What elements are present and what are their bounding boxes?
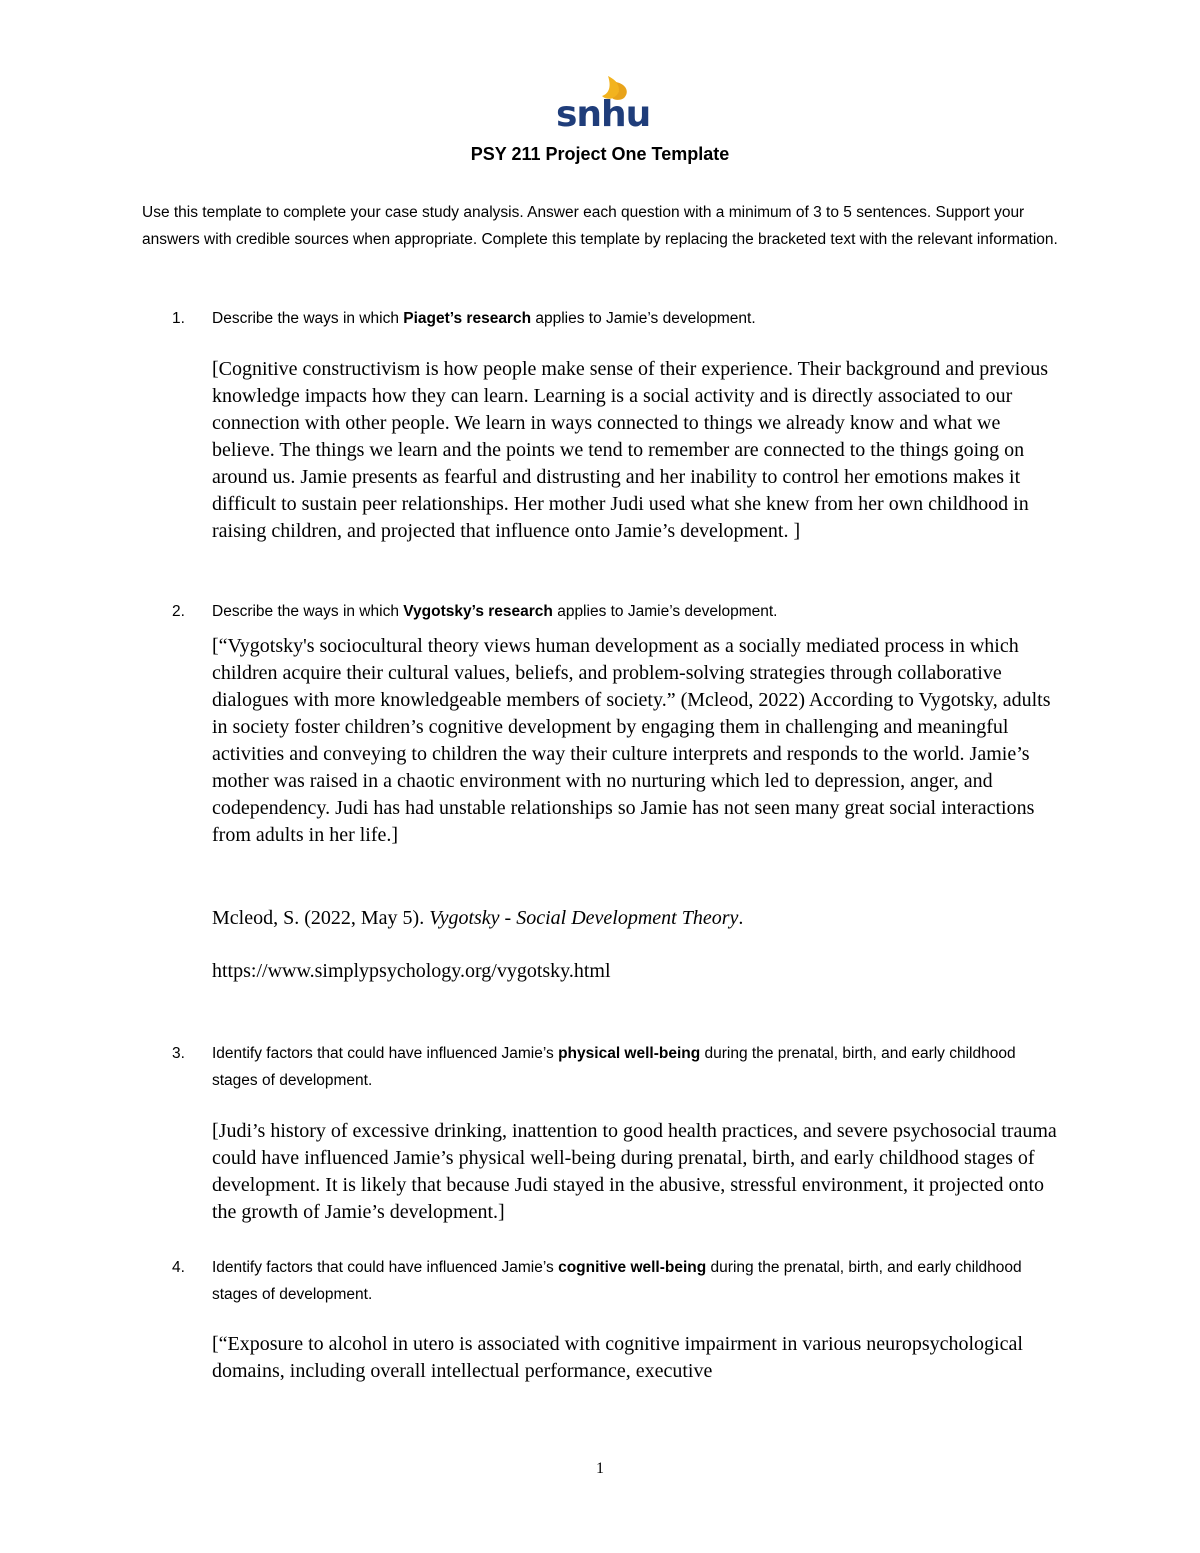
snhu-logo	[556, 74, 651, 135]
page-number: 1	[596, 1460, 604, 1477]
intro-paragraph: Use this template to complete your case study analysis. Answer each question with a minimum of 3 to 5 sentences. Support your answers with credible sources when appropriate. Complete this template by replacing the bracketed text with the relevant information.	[142, 204, 1058, 248]
answer-2: [“Vygotsky's sociocultural theory views human development as a socially mediated process in which children acquire their cultural values, beliefs, and problem-solving strategies through collaborative dialogues with more knowledgeable members of society.” (Mcleod, 2022) According to Vygotsky, adults in society foster children’s cognitive development by engaging them in challenging and meaningful activities and conveying to children the way their culture interprets and responds to the world. Jamie’s mother was raised in a chaotic environment with no nurturing which led to depression, anger, and codependency. Judi has had unstable relationships so Jamie has not seen many great social interactions from adults in her life.]	[212, 635, 1051, 846]
question-number: 3.	[172, 1045, 185, 1062]
answer-3: [Judi’s history of excessive drinking, inattention to good health practices, and severe psychosocial trauma could have influenced Jamie’s physical well-being during prenatal, birth, and early childhood stages of development. It is likely that because Judi stayed in the abusive, stressful environment, it projected onto the growth of Jamie’s development.]	[212, 1120, 1057, 1223]
question-emphasis: physical well-being	[558, 1045, 701, 1062]
question-3: 3. Identify factors that could have influenced Jamie’s physical well-being during the prenatal, birth, and early childhood stages of development.	[172, 1040, 1052, 1094]
question-1: 1. Describe the ways in which Piaget’s research applies to Jamie’s development.	[172, 305, 1052, 332]
question-emphasis: Vygotsky’s research	[403, 603, 553, 620]
answer-1: [Cognitive constructivism is how people make sense of their experience. Their background and previous knowledge impacts how they can learn. Learning is a social activity and is directly associated to our connection with other people. We learn in ways connected to things we already know and what we believe. The things we learn and the points we tend to remember are connected to the things going on around us. Jamie presents as fearful and distrusting and her inability to control her emotions makes it difficult to sustain peer relationships. Her mother Judi used what she knew from her own childhood in raising children, and projected that influence onto Jamie’s development. ]	[212, 358, 1049, 542]
question-4: 4. Identify factors that could have influenced Jamie’s cognitive well-being during the prenatal, birth, and early childhood stages of development.	[172, 1254, 1052, 1308]
reference-title: Vygotsky - Social Development Theory	[429, 907, 739, 929]
question-2: 2. Describe the ways in which Vygotsky’s research applies to Jamie’s development.	[172, 598, 1052, 625]
answer-4: [“Exposure to alcohol in utero is associated with cognitive impairment in various neuropsychological domains, including overall intellectual performance, executive	[212, 1333, 1023, 1382]
reference-citation: Mcleod, S. (2022, May 5). Vygotsky - Social Development Theory.	[212, 907, 744, 929]
svg-text:snhu: snhu	[556, 94, 651, 135]
question-emphasis: Piaget’s research	[403, 310, 532, 327]
reference-url: https://www.simplypsychology.org/vygotsky.html	[212, 960, 611, 982]
question-emphasis: cognitive well-being	[558, 1259, 707, 1276]
question-number: 2.	[172, 603, 185, 620]
document-title: PSY 211 Project One Template	[470, 144, 730, 164]
question-number: 1.	[172, 310, 185, 327]
question-number: 4.	[172, 1259, 185, 1276]
